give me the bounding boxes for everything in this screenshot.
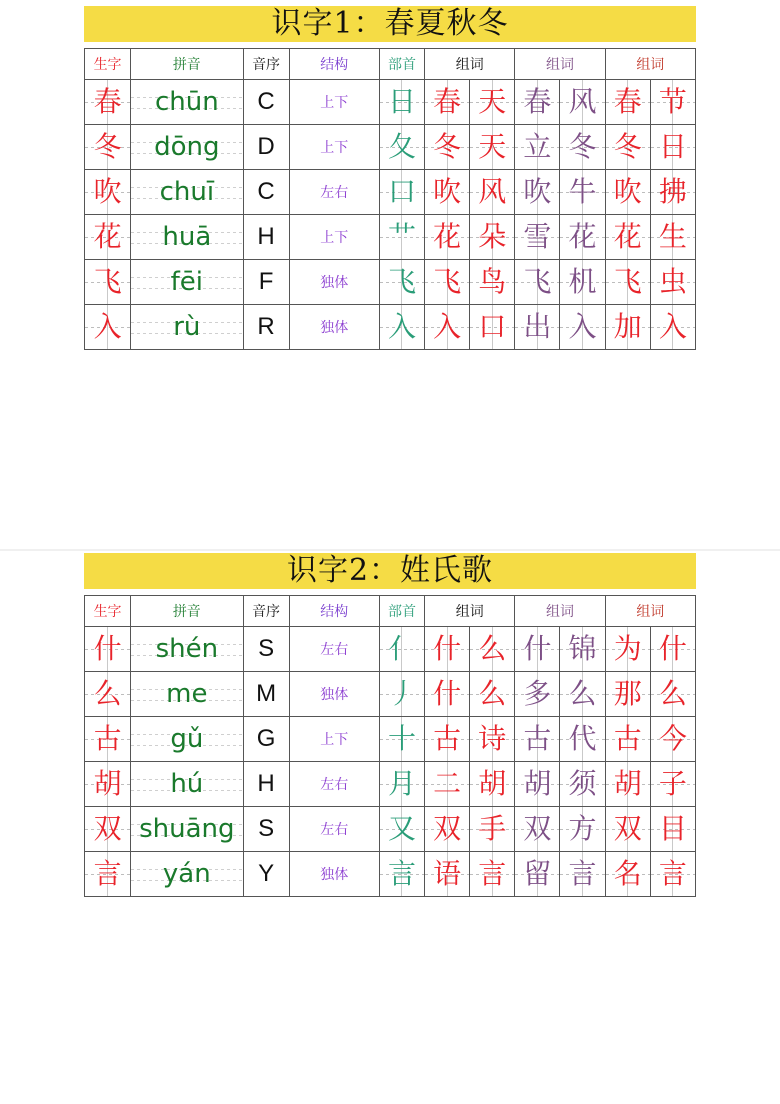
header-radical: 部首 xyxy=(379,49,424,80)
structure: 左右 xyxy=(320,777,349,793)
header-initial: 音序 xyxy=(243,596,289,627)
word-character: 吹 xyxy=(523,175,552,208)
word-character: 飞 xyxy=(613,265,642,298)
word-character: 什 xyxy=(658,632,687,665)
word-character: 春 xyxy=(523,85,552,118)
word-character: 立 xyxy=(523,130,552,163)
word-character: 入 xyxy=(568,310,597,343)
table-row xyxy=(85,260,696,305)
new-character: 入 xyxy=(93,310,122,343)
word-character: 入 xyxy=(658,310,687,343)
table-row xyxy=(85,627,696,672)
word-character: 吹 xyxy=(613,175,642,208)
word-character: 生 xyxy=(658,220,687,253)
word-character: 天 xyxy=(478,130,507,163)
word-character: 胡 xyxy=(478,767,507,800)
radical: 丿 xyxy=(387,677,416,710)
pinyin: yán xyxy=(162,859,211,889)
word-character: 天 xyxy=(478,85,507,118)
radical: 十 xyxy=(387,722,416,755)
character-table xyxy=(84,595,696,897)
word-character: 双 xyxy=(433,812,462,845)
word-character: 目 xyxy=(658,812,687,845)
word-character: 牛 xyxy=(568,175,597,208)
word-character: 么 xyxy=(658,677,687,710)
table-row xyxy=(85,807,696,852)
word-character: 春 xyxy=(433,85,462,118)
word-character: 锦 xyxy=(568,632,597,665)
initial-letter: Y xyxy=(258,860,275,887)
header-pinyin: 拼音 xyxy=(131,49,243,80)
pinyin: chuī xyxy=(159,177,215,207)
new-character: 吹 xyxy=(93,175,122,208)
radical: 日 xyxy=(387,85,416,118)
pinyin: me xyxy=(166,679,208,709)
word-character: 今 xyxy=(658,722,687,755)
header-words-2: 组词 xyxy=(515,49,605,80)
word-character: 语 xyxy=(433,857,462,890)
pinyin: gǔ xyxy=(170,724,204,754)
word-character: 花 xyxy=(613,220,642,253)
word-character: 留 xyxy=(523,857,552,890)
pinyin: huā xyxy=(162,222,212,252)
table-row xyxy=(85,717,696,762)
word-character: 手 xyxy=(478,812,507,845)
initial-letter: S xyxy=(258,635,275,662)
initial-letter: H xyxy=(257,223,275,250)
word-character: 么 xyxy=(478,677,507,710)
word-character: 出 xyxy=(523,310,552,343)
header-pinyin: 拼音 xyxy=(131,596,243,627)
new-character: 双 xyxy=(93,812,122,845)
header-structure: 结构 xyxy=(289,596,379,627)
header-char: 生字 xyxy=(85,596,131,627)
pinyin: rù xyxy=(173,312,201,342)
structure: 上下 xyxy=(320,95,349,111)
word-character: 虫 xyxy=(658,265,687,298)
header-row xyxy=(85,596,696,627)
structure: 上下 xyxy=(320,140,349,156)
word-character: 风 xyxy=(568,85,597,118)
new-character: 飞 xyxy=(93,265,122,298)
new-character: 么 xyxy=(93,677,122,710)
pinyin: dōng xyxy=(154,132,220,162)
table-row xyxy=(85,672,696,717)
radical: 亻 xyxy=(387,632,416,665)
initial-letter: C xyxy=(257,178,275,205)
word-character: 古 xyxy=(523,722,552,755)
header-words-3: 组词 xyxy=(605,596,695,627)
word-character: 为 xyxy=(613,632,642,665)
structure: 左右 xyxy=(320,642,349,658)
word-character: 多 xyxy=(523,677,552,710)
word-character: 节 xyxy=(658,85,687,118)
structure: 上下 xyxy=(320,732,349,748)
word-character: 什 xyxy=(433,677,462,710)
word-character: 么 xyxy=(568,677,597,710)
table-row xyxy=(85,80,696,125)
word-character: 言 xyxy=(658,857,687,890)
structure: 独体 xyxy=(320,867,349,883)
word-character: 古 xyxy=(433,722,462,755)
word-character: 雪 xyxy=(523,220,552,253)
radical: 入 xyxy=(387,310,416,343)
structure: 独体 xyxy=(320,275,349,291)
initial-letter: S xyxy=(258,815,275,842)
new-character: 什 xyxy=(93,632,122,665)
new-character: 冬 xyxy=(93,130,122,163)
structure: 独体 xyxy=(320,687,349,703)
character-table xyxy=(84,48,696,350)
word-character: 飞 xyxy=(433,265,462,298)
word-character: 花 xyxy=(433,220,462,253)
table-row xyxy=(85,762,696,807)
word-character: 飞 xyxy=(523,265,552,298)
table-row xyxy=(85,170,696,215)
header-structure: 结构 xyxy=(289,49,379,80)
structure: 左右 xyxy=(320,822,349,838)
table-row xyxy=(85,305,696,350)
pinyin: hú xyxy=(170,769,204,799)
new-character: 花 xyxy=(93,220,122,253)
word-character: 古 xyxy=(613,722,642,755)
table-row xyxy=(85,215,696,260)
header-initial: 音序 xyxy=(243,49,289,80)
header-words-1: 组词 xyxy=(425,596,515,627)
word-character: 双 xyxy=(613,812,642,845)
initial-letter: R xyxy=(257,313,275,340)
section-title: 识字1：春夏秋冬 xyxy=(84,6,696,42)
word-character: 冬 xyxy=(433,130,462,163)
new-character: 言 xyxy=(93,857,122,890)
structure: 独体 xyxy=(320,320,349,336)
new-character: 春 xyxy=(93,85,122,118)
table-row xyxy=(85,125,696,170)
section-title: 识字2：姓氏歌 xyxy=(84,553,696,589)
initial-letter: G xyxy=(256,725,276,752)
initial-letter: H xyxy=(257,770,275,797)
word-character: 二 xyxy=(433,767,462,800)
word-character: 子 xyxy=(658,767,687,800)
radical: 夂 xyxy=(387,130,416,163)
pinyin: shuāng xyxy=(139,814,235,844)
word-character: 代 xyxy=(568,722,597,755)
word-character: 加 xyxy=(613,310,642,343)
worksheet-section-2 xyxy=(84,553,696,897)
initial-letter: M xyxy=(256,680,277,707)
word-character: 名 xyxy=(613,857,642,890)
radical: 月 xyxy=(387,767,416,800)
word-character: 言 xyxy=(568,857,597,890)
pinyin: chūn xyxy=(154,87,219,117)
structure: 左右 xyxy=(320,185,349,201)
page-separator xyxy=(0,549,780,551)
table-row xyxy=(85,852,696,897)
word-character: 春 xyxy=(613,85,642,118)
word-character: 诗 xyxy=(478,722,507,755)
header-words-3: 组词 xyxy=(605,49,695,80)
header-radical: 部首 xyxy=(379,596,424,627)
word-character: 什 xyxy=(523,632,552,665)
pinyin: fēi xyxy=(170,267,203,297)
word-character: 日 xyxy=(658,130,687,163)
header-row xyxy=(85,49,696,80)
word-character: 么 xyxy=(478,632,507,665)
initial-letter: F xyxy=(258,268,274,295)
header-words-1: 组词 xyxy=(425,49,515,80)
word-character: 鸟 xyxy=(478,265,507,298)
initial-letter: C xyxy=(257,88,275,115)
word-character: 须 xyxy=(568,767,597,800)
radical: 言 xyxy=(387,857,416,890)
word-character: 胡 xyxy=(613,767,642,800)
header-words-2: 组词 xyxy=(515,596,605,627)
word-character: 吹 xyxy=(433,175,462,208)
radical: 艹 xyxy=(387,220,416,253)
structure: 上下 xyxy=(320,230,349,246)
new-character: 古 xyxy=(93,722,122,755)
word-character: 冬 xyxy=(613,130,642,163)
word-character: 那 xyxy=(613,677,642,710)
word-character: 言 xyxy=(478,857,507,890)
worksheet-section-1 xyxy=(84,6,696,350)
word-character: 冬 xyxy=(568,130,597,163)
header-char: 生字 xyxy=(85,49,131,80)
word-character: 胡 xyxy=(523,767,552,800)
word-character: 朵 xyxy=(478,220,507,253)
word-character: 方 xyxy=(568,812,597,845)
word-character: 入 xyxy=(433,310,462,343)
word-character: 什 xyxy=(433,632,462,665)
word-character: 口 xyxy=(478,310,507,343)
radical: 又 xyxy=(387,812,416,845)
word-character: 花 xyxy=(568,220,597,253)
radical: 口 xyxy=(387,175,416,208)
word-character: 风 xyxy=(478,175,507,208)
word-character: 双 xyxy=(523,812,552,845)
initial-letter: D xyxy=(257,133,275,160)
new-character: 胡 xyxy=(93,767,122,800)
word-character: 拂 xyxy=(658,175,687,208)
word-character: 机 xyxy=(568,265,597,298)
radical: 飞 xyxy=(387,265,416,298)
pinyin: shén xyxy=(155,634,219,664)
